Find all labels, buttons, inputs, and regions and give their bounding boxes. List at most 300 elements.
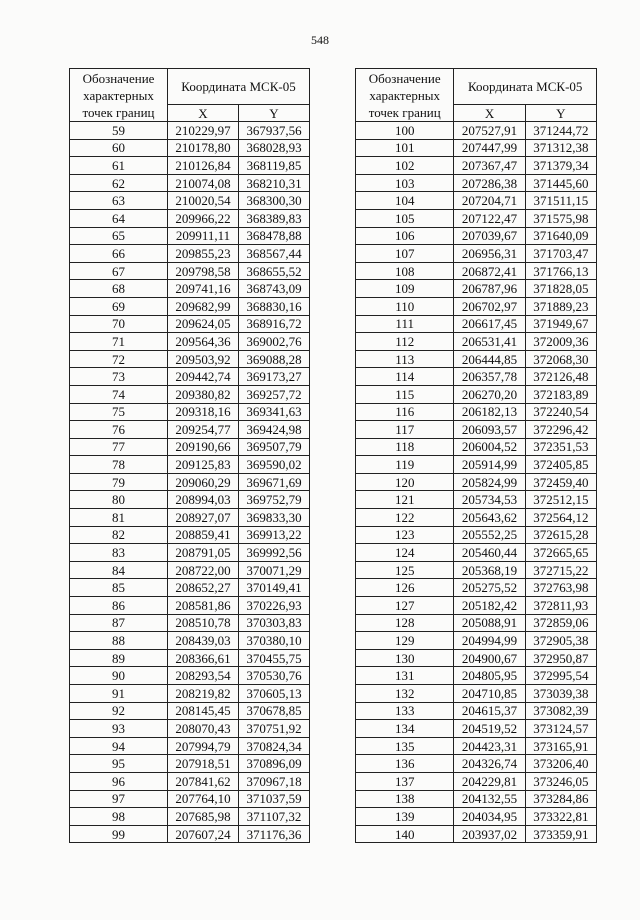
y-coordinate-cell: 371312,38: [525, 139, 596, 157]
x-coordinate-cell: 206004,52: [454, 438, 525, 456]
table-row: [356, 421, 597, 439]
y-coordinate-cell: 372459,40: [525, 473, 596, 491]
point-number-cell: 107: [356, 245, 454, 263]
table-row: [70, 649, 310, 667]
table-row: [356, 561, 597, 579]
table-row: [356, 174, 597, 192]
table-row: [70, 122, 310, 140]
table-row: [70, 772, 310, 790]
table-row: [356, 808, 597, 826]
point-number-cell: 88: [70, 632, 168, 650]
header-point-label: Обозначение характерных точек границ: [70, 69, 168, 122]
point-number-cell: 131: [356, 667, 454, 685]
y-coordinate-cell: 372811,93: [525, 597, 596, 615]
y-coordinate-cell: 368743,09: [239, 280, 310, 298]
table-row: [70, 473, 310, 491]
table-row: [356, 614, 597, 632]
y-coordinate-cell: 370896,09: [239, 755, 310, 773]
table-row: [70, 544, 310, 562]
x-coordinate-cell: 206531,41: [454, 333, 525, 351]
x-coordinate-cell: 206702,97: [454, 297, 525, 315]
x-coordinate-cell: 206787,96: [454, 280, 525, 298]
y-coordinate-cell: 370071,29: [239, 561, 310, 579]
point-number-cell: 110: [356, 297, 454, 315]
x-coordinate-cell: 208722,00: [168, 561, 239, 579]
point-number-cell: 117: [356, 421, 454, 439]
point-number-cell: 63: [70, 192, 168, 210]
point-number-cell: 92: [70, 702, 168, 720]
x-coordinate-cell: 210178,80: [168, 139, 239, 157]
y-coordinate-cell: 372564,12: [525, 509, 596, 527]
point-number-cell: 61: [70, 157, 168, 175]
y-coordinate-cell: 368916,72: [239, 315, 310, 333]
x-coordinate-cell: 206444,85: [454, 350, 525, 368]
point-number-cell: 69: [70, 297, 168, 315]
point-number-cell: 76: [70, 421, 168, 439]
y-coordinate-cell: 368300,30: [239, 192, 310, 210]
table-row: [356, 632, 597, 650]
x-coordinate-cell: 207764,10: [168, 790, 239, 808]
point-number-cell: 100: [356, 122, 454, 140]
x-coordinate-cell: 208510,78: [168, 614, 239, 632]
y-coordinate-cell: 372615,28: [525, 526, 596, 544]
x-coordinate-cell: 205643,62: [454, 509, 525, 527]
table-row: [356, 825, 597, 843]
table-row: [70, 526, 310, 544]
x-coordinate-cell: 208366,61: [168, 649, 239, 667]
point-number-cell: 113: [356, 350, 454, 368]
x-coordinate-cell: 208859,41: [168, 526, 239, 544]
point-number-cell: 135: [356, 737, 454, 755]
point-number-cell: 94: [70, 737, 168, 755]
x-coordinate-cell: 207204,71: [454, 192, 525, 210]
point-number-cell: 71: [70, 333, 168, 351]
y-coordinate-cell: 371176,36: [239, 825, 310, 843]
x-coordinate-cell: 204229,81: [454, 772, 525, 790]
point-number-cell: 84: [70, 561, 168, 579]
table-row: [70, 209, 310, 227]
y-coordinate-cell: 373206,40: [525, 755, 596, 773]
y-coordinate-cell: 371703,47: [525, 245, 596, 263]
point-number-cell: 87: [70, 614, 168, 632]
table-row: [356, 649, 597, 667]
table-row: [356, 297, 597, 315]
point-number-cell: 98: [70, 808, 168, 826]
table-row: [356, 720, 597, 738]
y-coordinate-cell: 371766,13: [525, 262, 596, 280]
header-y: Y: [525, 105, 596, 122]
x-coordinate-cell: 209503,92: [168, 350, 239, 368]
header-point-label: Обозначение характерных точек границ: [356, 69, 454, 122]
point-number-cell: 129: [356, 632, 454, 650]
x-coordinate-cell: 206956,31: [454, 245, 525, 263]
point-number-cell: 104: [356, 192, 454, 210]
x-coordinate-cell: 206872,41: [454, 262, 525, 280]
x-coordinate-cell: 209318,16: [168, 403, 239, 421]
table-row: [356, 509, 597, 527]
y-coordinate-cell: 370303,83: [239, 614, 310, 632]
header-coordinate-system: Координата МСК-05: [168, 69, 310, 105]
y-coordinate-cell: 368389,83: [239, 209, 310, 227]
x-coordinate-cell: 205552,25: [454, 526, 525, 544]
x-coordinate-cell: 204519,52: [454, 720, 525, 738]
y-coordinate-cell: 370530,76: [239, 667, 310, 685]
coordinates-table-right: [355, 68, 597, 843]
table-row: [356, 544, 597, 562]
table-row: [356, 157, 597, 175]
x-coordinate-cell: 207039,67: [454, 227, 525, 245]
table-row: [70, 368, 310, 386]
x-coordinate-cell: 204900,67: [454, 649, 525, 667]
table-row: [356, 192, 597, 210]
y-coordinate-cell: 372665,65: [525, 544, 596, 562]
table-row: [356, 790, 597, 808]
point-number-cell: 89: [70, 649, 168, 667]
point-number-cell: 134: [356, 720, 454, 738]
x-coordinate-cell: 206617,45: [454, 315, 525, 333]
table-row: [70, 755, 310, 773]
y-coordinate-cell: 371445,60: [525, 174, 596, 192]
y-coordinate-cell: 369913,22: [239, 526, 310, 544]
x-coordinate-cell: 204615,37: [454, 702, 525, 720]
x-coordinate-cell: 209442,74: [168, 368, 239, 386]
y-coordinate-cell: 370455,75: [239, 649, 310, 667]
table-row: [356, 315, 597, 333]
point-number-cell: 119: [356, 456, 454, 474]
point-number-cell: 138: [356, 790, 454, 808]
x-coordinate-cell: 208439,03: [168, 632, 239, 650]
y-coordinate-cell: 372183,89: [525, 385, 596, 403]
y-coordinate-cell: 368028,93: [239, 139, 310, 157]
x-coordinate-cell: 204805,95: [454, 667, 525, 685]
point-number-cell: 109: [356, 280, 454, 298]
x-coordinate-cell: 209966,22: [168, 209, 239, 227]
point-number-cell: 132: [356, 685, 454, 703]
y-coordinate-cell: 368119,85: [239, 157, 310, 175]
x-coordinate-cell: 203937,02: [454, 825, 525, 843]
point-number-cell: 137: [356, 772, 454, 790]
y-coordinate-cell: 373359,91: [525, 825, 596, 843]
table-row: [70, 157, 310, 175]
point-number-cell: 91: [70, 685, 168, 703]
x-coordinate-cell: 204994,99: [454, 632, 525, 650]
y-coordinate-cell: 372715,22: [525, 561, 596, 579]
y-coordinate-cell: 372126,48: [525, 368, 596, 386]
x-coordinate-cell: 208994,03: [168, 491, 239, 509]
point-number-cell: 115: [356, 385, 454, 403]
point-number-cell: 67: [70, 262, 168, 280]
x-coordinate-cell: 205824,99: [454, 473, 525, 491]
x-coordinate-cell: 204423,31: [454, 737, 525, 755]
point-number-cell: 90: [70, 667, 168, 685]
point-number-cell: 83: [70, 544, 168, 562]
x-coordinate-cell: 207367,47: [454, 157, 525, 175]
x-coordinate-cell: 204710,85: [454, 685, 525, 703]
point-number-cell: 122: [356, 509, 454, 527]
y-coordinate-cell: 372068,30: [525, 350, 596, 368]
table-row: [70, 491, 310, 509]
point-number-cell: 106: [356, 227, 454, 245]
x-coordinate-cell: 209911,11: [168, 227, 239, 245]
y-coordinate-cell: 372405,85: [525, 456, 596, 474]
x-coordinate-cell: 209380,82: [168, 385, 239, 403]
x-coordinate-cell: 204034,95: [454, 808, 525, 826]
table-row: [70, 790, 310, 808]
y-coordinate-cell: 368567,44: [239, 245, 310, 263]
x-coordinate-cell: 209125,83: [168, 456, 239, 474]
point-number-cell: 130: [356, 649, 454, 667]
page-number: 548: [311, 33, 329, 47]
point-number-cell: 59: [70, 122, 168, 140]
y-coordinate-cell: 369173,27: [239, 368, 310, 386]
x-coordinate-cell: 208581,86: [168, 597, 239, 615]
x-coordinate-cell: 207286,38: [454, 174, 525, 192]
y-coordinate-cell: 372905,38: [525, 632, 596, 650]
x-coordinate-cell: 210126,84: [168, 157, 239, 175]
table-row: [70, 227, 310, 245]
x-coordinate-cell: 205088,91: [454, 614, 525, 632]
x-coordinate-cell: 206357,78: [454, 368, 525, 386]
point-number-cell: 64: [70, 209, 168, 227]
table-row: [356, 755, 597, 773]
y-coordinate-cell: 373284,86: [525, 790, 596, 808]
y-coordinate-cell: 369590,02: [239, 456, 310, 474]
header-coordinate-system: Координата МСК-05: [454, 69, 597, 105]
y-coordinate-cell: 371511,15: [525, 192, 596, 210]
point-number-cell: 120: [356, 473, 454, 491]
table-row: [356, 737, 597, 755]
y-coordinate-cell: 371828,05: [525, 280, 596, 298]
point-number-cell: 114: [356, 368, 454, 386]
point-number-cell: 77: [70, 438, 168, 456]
y-coordinate-cell: 370824,34: [239, 737, 310, 755]
table-row: [70, 702, 310, 720]
table-row: [70, 333, 310, 351]
y-coordinate-cell: 372009,36: [525, 333, 596, 351]
point-number-cell: 74: [70, 385, 168, 403]
table-body-right: [356, 122, 597, 843]
x-coordinate-cell: 210229,97: [168, 122, 239, 140]
point-number-cell: 65: [70, 227, 168, 245]
y-coordinate-cell: 370605,13: [239, 685, 310, 703]
x-coordinate-cell: 209254,77: [168, 421, 239, 439]
table-row: [356, 456, 597, 474]
point-number-cell: 85: [70, 579, 168, 597]
y-coordinate-cell: 367937,56: [239, 122, 310, 140]
point-number-cell: 140: [356, 825, 454, 843]
y-coordinate-cell: 369992,56: [239, 544, 310, 562]
table-row: [70, 262, 310, 280]
point-number-cell: 116: [356, 403, 454, 421]
table-row: [70, 561, 310, 579]
y-coordinate-cell: 369507,79: [239, 438, 310, 456]
table-row: [70, 808, 310, 826]
y-coordinate-cell: 369088,28: [239, 350, 310, 368]
point-number-cell: 101: [356, 139, 454, 157]
table-row: [356, 245, 597, 263]
x-coordinate-cell: 207685,98: [168, 808, 239, 826]
point-number-cell: 127: [356, 597, 454, 615]
table-row: [70, 280, 310, 298]
y-coordinate-cell: 372950,87: [525, 649, 596, 667]
x-coordinate-cell: 209798,58: [168, 262, 239, 280]
x-coordinate-cell: 209190,66: [168, 438, 239, 456]
x-coordinate-cell: 209855,23: [168, 245, 239, 263]
y-coordinate-cell: 372763,98: [525, 579, 596, 597]
point-number-cell: 81: [70, 509, 168, 527]
point-number-cell: 73: [70, 368, 168, 386]
point-number-cell: 72: [70, 350, 168, 368]
x-coordinate-cell: 207607,24: [168, 825, 239, 843]
y-coordinate-cell: 372995,54: [525, 667, 596, 685]
point-number-cell: 124: [356, 544, 454, 562]
x-coordinate-cell: 209741,16: [168, 280, 239, 298]
point-number-cell: 75: [70, 403, 168, 421]
table-row: [356, 772, 597, 790]
x-coordinate-cell: 210020,54: [168, 192, 239, 210]
table-row: [356, 227, 597, 245]
y-coordinate-cell: 368210,31: [239, 174, 310, 192]
table-row: [70, 350, 310, 368]
point-number-cell: 78: [70, 456, 168, 474]
table-row: [356, 350, 597, 368]
y-coordinate-cell: 372296,42: [525, 421, 596, 439]
point-number-cell: 60: [70, 139, 168, 157]
y-coordinate-cell: 371107,32: [239, 808, 310, 826]
x-coordinate-cell: 207841,62: [168, 772, 239, 790]
table-row: [356, 667, 597, 685]
point-number-cell: 82: [70, 526, 168, 544]
y-coordinate-cell: 373082,39: [525, 702, 596, 720]
y-coordinate-cell: 370967,18: [239, 772, 310, 790]
table-row: [356, 385, 597, 403]
table-row: [70, 385, 310, 403]
y-coordinate-cell: 369833,30: [239, 509, 310, 527]
x-coordinate-cell: 205914,99: [454, 456, 525, 474]
x-coordinate-cell: 205734,53: [454, 491, 525, 509]
coordinates-table-left: [69, 68, 310, 843]
y-coordinate-cell: 368478,88: [239, 227, 310, 245]
point-number-cell: 123: [356, 526, 454, 544]
y-coordinate-cell: 371575,98: [525, 209, 596, 227]
y-coordinate-cell: 372351,53: [525, 438, 596, 456]
point-number-cell: 96: [70, 772, 168, 790]
y-coordinate-cell: 370380,10: [239, 632, 310, 650]
y-coordinate-cell: 369671,69: [239, 473, 310, 491]
y-coordinate-cell: 372859,06: [525, 614, 596, 632]
y-coordinate-cell: 369002,76: [239, 333, 310, 351]
point-number-cell: 108: [356, 262, 454, 280]
table-row: [356, 597, 597, 615]
point-number-cell: 102: [356, 157, 454, 175]
header-x: X: [454, 105, 525, 122]
y-coordinate-cell: 370678,85: [239, 702, 310, 720]
point-number-cell: 95: [70, 755, 168, 773]
table-row: [70, 614, 310, 632]
table-row: [70, 403, 310, 421]
table-row: [356, 368, 597, 386]
header-x: X: [168, 105, 239, 122]
point-number-cell: 133: [356, 702, 454, 720]
y-coordinate-cell: 368830,16: [239, 297, 310, 315]
table-row: [356, 262, 597, 280]
x-coordinate-cell: 208652,27: [168, 579, 239, 597]
point-number-cell: 62: [70, 174, 168, 192]
table-row: [70, 421, 310, 439]
table-row: [356, 280, 597, 298]
x-coordinate-cell: 209682,99: [168, 297, 239, 315]
table-row: [356, 473, 597, 491]
y-coordinate-cell: 372512,15: [525, 491, 596, 509]
y-coordinate-cell: 373124,57: [525, 720, 596, 738]
point-number-cell: 128: [356, 614, 454, 632]
table-row: [70, 456, 310, 474]
table-row: [356, 702, 597, 720]
x-coordinate-cell: 209564,36: [168, 333, 239, 351]
y-coordinate-cell: 371244,72: [525, 122, 596, 140]
table-row: [70, 685, 310, 703]
x-coordinate-cell: 207447,99: [454, 139, 525, 157]
x-coordinate-cell: 208219,82: [168, 685, 239, 703]
table-row: [70, 174, 310, 192]
table-row: [70, 139, 310, 157]
x-coordinate-cell: 205460,44: [454, 544, 525, 562]
table-row: [70, 720, 310, 738]
table-row: [356, 579, 597, 597]
x-coordinate-cell: 209624,05: [168, 315, 239, 333]
table-row: [70, 737, 310, 755]
point-number-cell: 126: [356, 579, 454, 597]
x-coordinate-cell: 208927,07: [168, 509, 239, 527]
y-coordinate-cell: 370149,41: [239, 579, 310, 597]
table-row: [356, 491, 597, 509]
table-row: [70, 509, 310, 527]
point-number-cell: 103: [356, 174, 454, 192]
table-row: [356, 685, 597, 703]
point-number-cell: 93: [70, 720, 168, 738]
y-coordinate-cell: 370751,92: [239, 720, 310, 738]
table-row: [356, 438, 597, 456]
table-row: [70, 597, 310, 615]
table-row: [356, 403, 597, 421]
x-coordinate-cell: 204326,74: [454, 755, 525, 773]
x-coordinate-cell: 209060,29: [168, 473, 239, 491]
table-row: [70, 438, 310, 456]
point-number-cell: 86: [70, 597, 168, 615]
x-coordinate-cell: 208293,54: [168, 667, 239, 685]
point-number-cell: 68: [70, 280, 168, 298]
y-coordinate-cell: 369752,79: [239, 491, 310, 509]
table-row: [70, 579, 310, 597]
table-row: [70, 192, 310, 210]
y-coordinate-cell: 370226,93: [239, 597, 310, 615]
x-coordinate-cell: 206093,57: [454, 421, 525, 439]
y-coordinate-cell: 373322,81: [525, 808, 596, 826]
x-coordinate-cell: 205368,19: [454, 561, 525, 579]
y-coordinate-cell: 369257,72: [239, 385, 310, 403]
x-coordinate-cell: 205182,42: [454, 597, 525, 615]
x-coordinate-cell: 208791,05: [168, 544, 239, 562]
x-coordinate-cell: 207994,79: [168, 737, 239, 755]
table-row: [70, 825, 310, 843]
y-coordinate-cell: 369424,98: [239, 421, 310, 439]
point-number-cell: 112: [356, 333, 454, 351]
table-row: [356, 139, 597, 157]
point-number-cell: 99: [70, 825, 168, 843]
point-number-cell: 79: [70, 473, 168, 491]
point-number-cell: 139: [356, 808, 454, 826]
header-y: Y: [239, 105, 310, 122]
